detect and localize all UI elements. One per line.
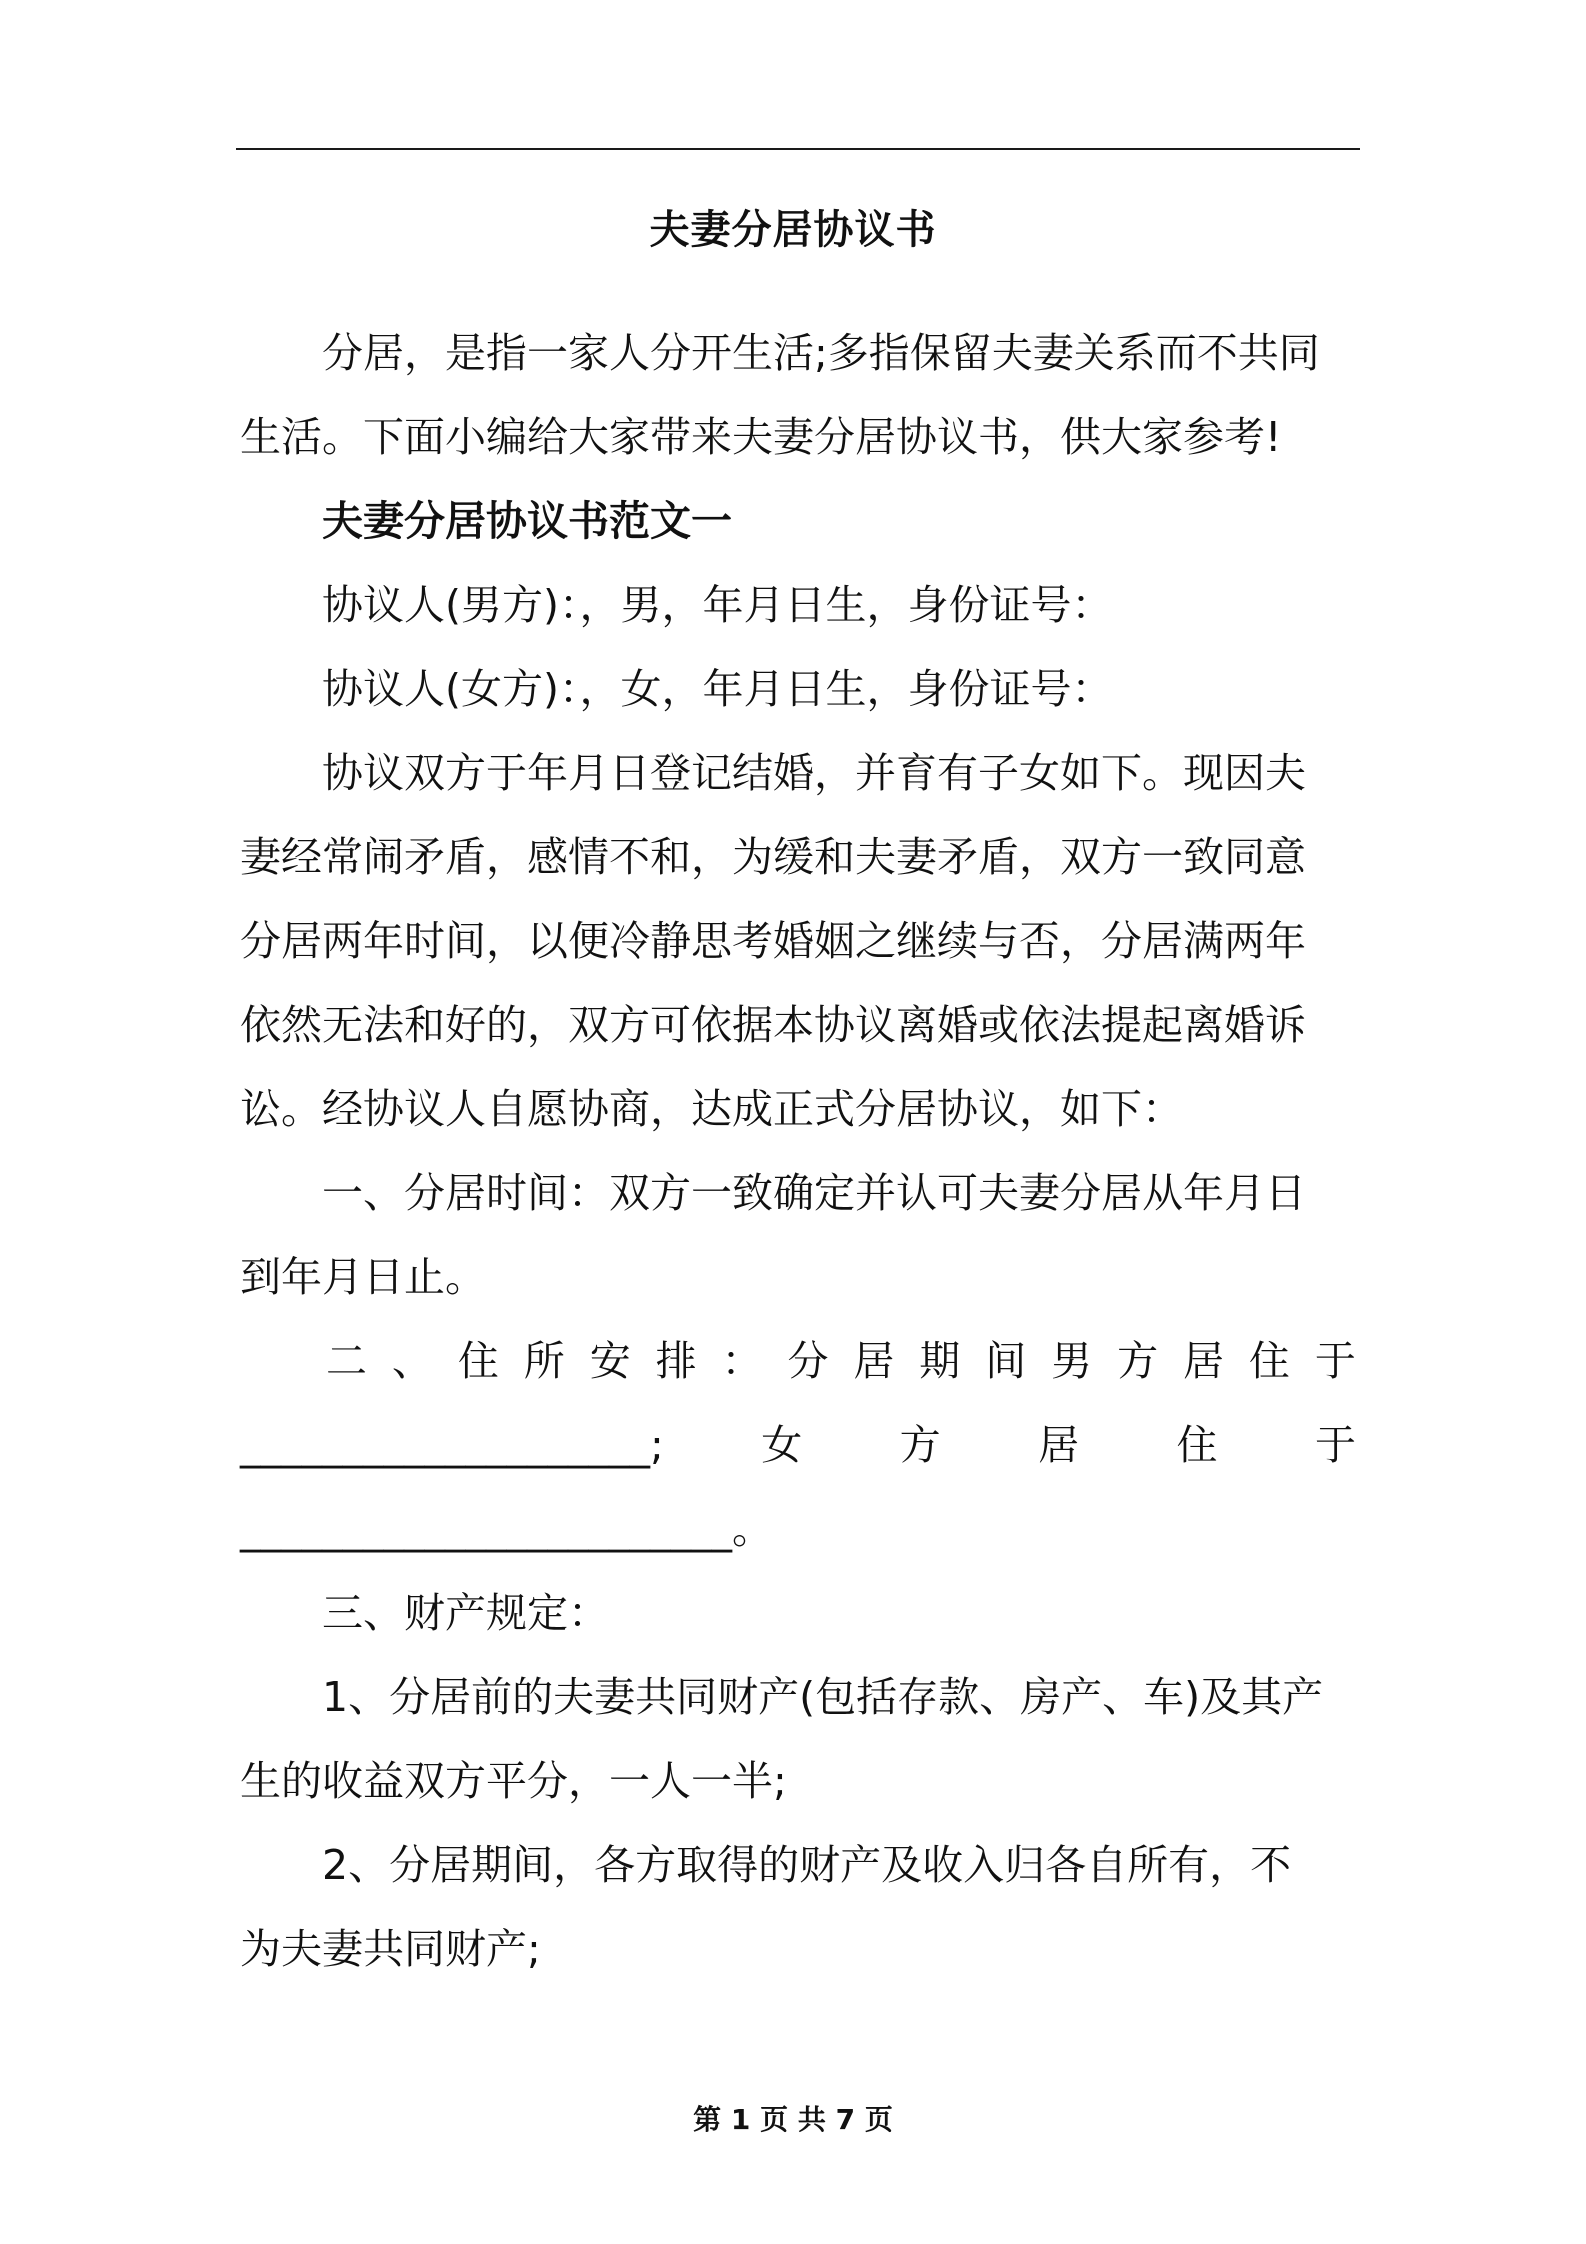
clause-2-char: ： xyxy=(721,1337,763,1385)
clause-2-char: 安 xyxy=(589,1337,631,1385)
main-paragraph-line: 协议双方于年月日登记结婚，并育有子女如下。现因夫 xyxy=(322,749,1306,797)
clause-2-char: 分 xyxy=(787,1337,829,1385)
main-paragraph-line: 妻经常闹矛盾，感情不和，为缓和夫妻矛盾，双方一致同意 xyxy=(240,833,1306,881)
clause-2-char: 二 xyxy=(326,1337,367,1385)
main-paragraph-line: 分居两年时间，以便冷静思考婚姻之继续与否，分居满两年 xyxy=(240,917,1306,965)
clause-2-char: 住 xyxy=(457,1337,499,1385)
clause-2-char: 于 xyxy=(1314,1421,1356,1469)
clause-2-char: 排 xyxy=(655,1337,697,1385)
clause-3-title: 三、财产规定： xyxy=(322,1589,609,1637)
intro-line-2: 生活。下面小编给大家带来夫妻分居协议书，供大家参考! xyxy=(240,413,1282,461)
clause-2-char: 女 xyxy=(761,1421,803,1469)
item-1-line-1: 1、分居前的夫妻共同财产(包括存款、房产、车)及其产 xyxy=(322,1673,1324,1721)
clause-2-char: 于 xyxy=(1314,1337,1356,1385)
item-2-line-1: 2、分居期间，各方取得的财产及收入归各自所有，不 xyxy=(322,1841,1292,1889)
clause-2-char: 居 xyxy=(1038,1421,1080,1469)
item-1-line-2: 生的收益双方平分，一人一半; xyxy=(240,1757,787,1805)
clause-2-char: 男 xyxy=(1051,1337,1093,1385)
clause-1-line-2: 到年月日止。 xyxy=(240,1253,486,1301)
clause-2-char: 期 xyxy=(919,1337,961,1385)
main-paragraph-line: 依然无法和好的，双方可依据本协议离婚或依法提起离婚诉 xyxy=(240,1001,1306,1049)
party-male: 协议人(男方)：，男，年月日生，身份证号： xyxy=(322,581,1113,629)
clause-2-char: 住 xyxy=(1176,1421,1218,1469)
clause-2-char: 方 xyxy=(899,1421,941,1469)
clause-2-char: 间 xyxy=(985,1337,1027,1385)
document-body xyxy=(240,311,1356,1991)
clause-2-char: ____________________; xyxy=(240,1421,664,1469)
party-female: 协议人(女方)：，女，年月日生，身份证号： xyxy=(322,665,1113,713)
clause-2-char: 所 xyxy=(523,1337,565,1385)
clause-2-char: 、 xyxy=(391,1337,433,1385)
clause-2-char: 居 xyxy=(853,1337,895,1385)
document-title: 夫妻分居协议书 xyxy=(649,207,937,253)
clause-2-char: 住 xyxy=(1248,1337,1290,1385)
clause-2-line-2 xyxy=(240,1403,1356,1487)
main-paragraph-line: 讼。经协议人自愿协商，达成正式分居协议，如下： xyxy=(240,1085,1183,1133)
header-rule xyxy=(236,148,1360,150)
clause-2-char: 方 xyxy=(1117,1337,1159,1385)
clause-2-line-3: ________________________。 xyxy=(240,1505,773,1553)
page-number: 第 1 页 共 7 页 xyxy=(693,2103,893,2136)
clause-2-char: 居 xyxy=(1182,1337,1224,1385)
item-2-line-2: 为夫妻共同财产; xyxy=(240,1925,541,1973)
intro-line-1: 分居，是指一家人分开生活;多指保留夫妻关系而不共同 xyxy=(322,329,1320,377)
clause-1-line-1: 一、分居时间：双方一致确定并认可夫妻分居从年月日 xyxy=(322,1169,1306,1217)
clause-2-line-1 xyxy=(240,1319,1356,1403)
section-title: 夫妻分居协议书范文一 xyxy=(322,497,732,545)
